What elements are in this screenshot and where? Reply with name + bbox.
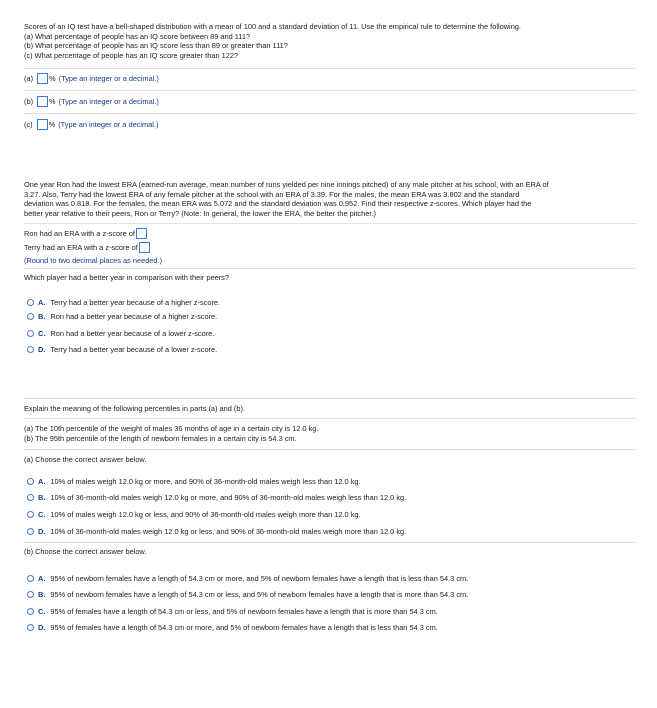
option-letter: A. (38, 477, 46, 486)
option-letter: B. (38, 590, 46, 599)
option-text: 10% of males weigh 12.0 kg or more, and 90% of 36-month-old males weigh less than 12.0 kg. (50, 477, 361, 486)
q2-line-2: 3.27. Also, Terry had the lowest ERA of any female pitcher at the school with an ERA of 3.39. For the males, the mean ERA was 3.802 and the standard (24, 189, 520, 199)
q3b-option-a[interactable] (27, 574, 468, 584)
q3-stem (24, 424, 637, 443)
q3a-option-d[interactable] (27, 527, 406, 537)
option-text: Terry had a better year because of a lower z-score. (50, 345, 218, 354)
divider (24, 542, 637, 543)
q2-round-hint-row (24, 256, 162, 266)
radio-icon[interactable] (27, 591, 34, 598)
q3b-option-b[interactable] (27, 590, 468, 600)
q3-intro: Explain the meaning of the following percentiles in parts (a) and (b). (24, 404, 246, 413)
q1-part-a: (a) What percentage of people has an IQ score between 89 and 111? (24, 31, 251, 41)
radio-icon[interactable] (27, 299, 34, 306)
q2-terry-label: Terry had an ERA with a z-score of (24, 242, 138, 252)
option-text: 95% of females have a length of 54.3 cm or less, and 5% of newborn females have a length that is more than 54.3 cm. (50, 607, 438, 616)
divider (24, 68, 637, 69)
q1-answer-a (24, 73, 159, 84)
option-letter: C. (38, 329, 46, 338)
q1-answer-b-label: (b) (24, 96, 34, 106)
radio-icon[interactable] (27, 575, 34, 582)
divider (24, 268, 637, 269)
option-text: Ron had a better year because of a lower z-score. (50, 329, 215, 338)
q2-line-1: One year Ron had the lowest ERA (earned-run average, mean number of runs yielded per nine innings pitched) of any male pitcher at his school, with an ERA of (24, 180, 549, 189)
radio-icon[interactable] (27, 494, 34, 501)
q3a-option-b[interactable] (27, 493, 406, 503)
option-letter: A. (38, 574, 46, 583)
q2-option-c[interactable] (27, 329, 214, 339)
option-text: 95% of newborn females have a length of 54.3 cm or less, and 5% of newborn females have a length that is more than 54.3 cm. (50, 590, 469, 599)
q3-part-b: (b) The 95th percentile of the length of newborn females in a certain city is 54.3 cm. (24, 433, 297, 443)
radio-icon[interactable] (27, 346, 34, 353)
q2-question: Which player had a better year in comparison with their peers? (24, 273, 229, 282)
q2-stem (24, 180, 637, 219)
q1-answer-b (24, 96, 159, 107)
q2-ron-row (24, 228, 147, 239)
q1-answer-b-input[interactable] (37, 96, 48, 107)
radio-icon[interactable] (27, 624, 34, 631)
q2-ron-label: Ron had an ERA with a z-score of (24, 228, 135, 238)
q3-part-a-prompt: (a) Choose the correct answer below. (24, 455, 147, 464)
q2-line-3: deviation was 0.818. For the females, the mean ERA was 5.072 and the standard deviation was 0.952. Find their respective z-scores. Which player had the (24, 199, 532, 209)
divider (24, 113, 637, 114)
radio-icon[interactable] (27, 528, 34, 535)
q3-intro-block (24, 404, 637, 414)
q2-ron-zscore-input[interactable] (136, 228, 147, 239)
q2-option-d[interactable] (27, 345, 217, 355)
q1-answer-b-suffix: % (49, 96, 56, 106)
q3-part-b-prompt: (b) Choose the correct answer below. (24, 547, 147, 556)
divider (24, 418, 637, 419)
divider (24, 90, 637, 91)
q3a-option-a[interactable] (27, 477, 361, 487)
option-letter: B. (38, 312, 46, 321)
radio-icon[interactable] (27, 608, 34, 615)
q1-answer-a-hint: (Type an integer or a decimal.) (58, 73, 159, 83)
option-text: 95% of females have a length of 54.3 cm or more, and 5% of newborn females have a length that is less than 54.3 cm. (50, 623, 438, 632)
q3-part-b-prompt-row (24, 547, 146, 557)
option-letter: A. (38, 298, 46, 307)
option-text: 10% of 36-month-old males weigh 12.0 kg or less, and 90% of 36-month-old males weigh more than 12.0 kg. (50, 527, 407, 536)
q2-option-b[interactable] (27, 312, 217, 322)
q3b-option-c[interactable] (27, 607, 438, 617)
option-letter: D. (38, 527, 46, 536)
q2-line-4: better year relative to their peers, Ron or Terry? (Note: In general, the lower the ERA, the better the pitcher.) (24, 208, 376, 218)
q1-answer-c (24, 119, 158, 130)
option-text: 10% of males weigh 12.0 kg or less, and 90% of 36-month-old males weigh more than 12.0 kg. (50, 510, 361, 519)
q3-part-a-prompt-row (24, 455, 146, 465)
option-letter: C. (38, 510, 46, 519)
option-text: Ron had a better year because of a higher z-score. (50, 312, 218, 321)
q1-part-c: (c) What percentage of people has an IQ score greater than 122? (24, 50, 239, 60)
option-text: Terry had a better year because of a higher z-score. (50, 298, 221, 307)
q1-answer-a-suffix: % (49, 73, 56, 83)
radio-icon[interactable] (27, 511, 34, 518)
q1-answer-c-label: (c) (24, 119, 33, 129)
option-letter: C. (38, 607, 46, 616)
q1-answer-c-input[interactable] (37, 119, 48, 130)
q1-answer-c-suffix: % (48, 119, 56, 129)
radio-icon[interactable] (27, 330, 34, 337)
radio-icon[interactable] (27, 478, 34, 485)
q1-part-b: (b) What percentage of people has an IQ score less than 89 or greater than 111? (24, 41, 288, 51)
q1-stem (24, 22, 637, 61)
option-letter: B. (38, 493, 46, 502)
q1-answer-a-label: (a) (24, 73, 34, 83)
q1-intro: Scores of an IQ test have a bell-shaped distribution with a mean of 100 and a standard deviation of 11. Use the empirical rule to determine the following. (24, 22, 521, 31)
option-letter: D. (38, 345, 46, 354)
q1-answer-a-input[interactable] (37, 73, 48, 84)
q2-terry-row (24, 242, 150, 253)
q2-question-row (24, 273, 229, 283)
q2-option-a[interactable] (27, 298, 220, 308)
q3-part-a: (a) The 10th percentile of the weight of males 36 months of age in a certain city is 12.0 kg. (24, 424, 319, 433)
q3a-option-c[interactable] (27, 510, 361, 520)
option-text: 10% of 36-month-old males weigh 12.0 kg or more, and 90% of 36-month-old males weigh less than 12.0 kg. (50, 493, 407, 502)
q2-round-hint: (Round to two decimal places as needed.) (24, 256, 163, 265)
q1-answer-b-hint: (Type an integer or a decimal.) (58, 96, 159, 106)
divider (24, 398, 637, 399)
divider (24, 223, 637, 224)
option-letter: D. (38, 623, 46, 632)
q2-terry-zscore-input[interactable] (139, 242, 150, 253)
radio-icon[interactable] (27, 313, 34, 320)
q3b-option-d[interactable] (27, 623, 438, 633)
option-text: 95% of newborn females have a length of 54.3 cm or more, and 5% of newborn females have a length that is less than 54.3 cm. (50, 574, 469, 583)
q1-answer-c-hint: (Type an integer or a decimal.) (58, 119, 159, 129)
divider (24, 449, 637, 450)
